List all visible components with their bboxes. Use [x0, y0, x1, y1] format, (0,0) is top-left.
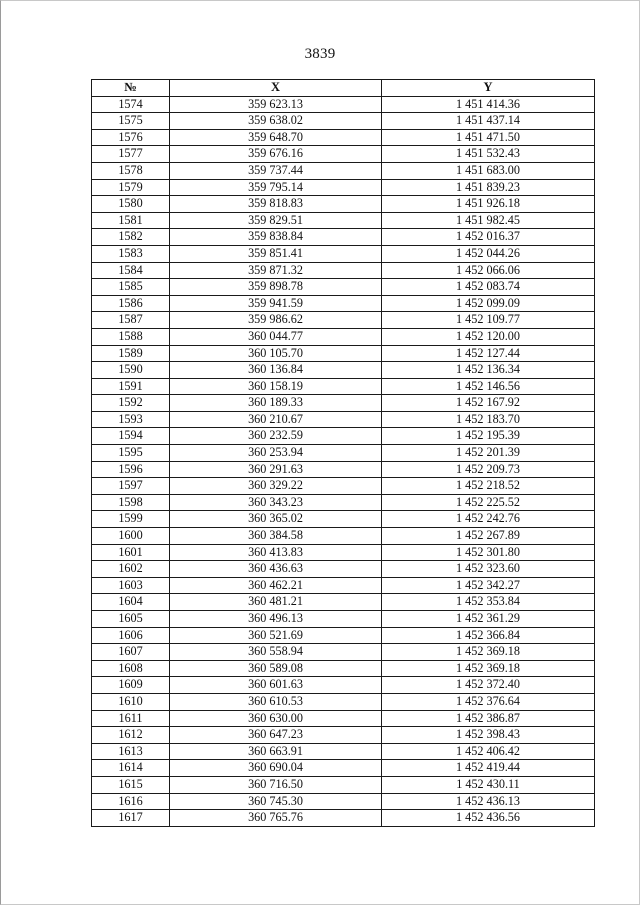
- table-row: [92, 743, 595, 760]
- cell-y: 1 452 369.18: [382, 644, 595, 661]
- table-row: [92, 179, 595, 196]
- cell-x: 359 898.78: [170, 279, 382, 296]
- cell-number: 1608: [92, 660, 170, 677]
- table-body: [92, 96, 595, 826]
- cell-number: 1595: [92, 445, 170, 462]
- cell-y: 1 452 369.18: [382, 660, 595, 677]
- table-row: [92, 511, 595, 528]
- table-row: [92, 544, 595, 561]
- cell-number: 1610: [92, 693, 170, 710]
- cell-x: 360 044.77: [170, 328, 382, 345]
- table-row: [92, 229, 595, 246]
- cell-y: 1 452 436.13: [382, 793, 595, 810]
- cell-x: 360 630.00: [170, 710, 382, 727]
- cell-x: 360 663.91: [170, 743, 382, 760]
- table-row: [92, 312, 595, 329]
- cell-y: 1 452 146.56: [382, 378, 595, 395]
- cell-y: 1 452 099.09: [382, 295, 595, 312]
- table-row: [92, 378, 595, 395]
- cell-x: 360 158.19: [170, 378, 382, 395]
- cell-y: 1 452 353.84: [382, 594, 595, 611]
- table-row: [92, 162, 595, 179]
- cell-x: 359 838.84: [170, 229, 382, 246]
- cell-number: 1606: [92, 627, 170, 644]
- cell-y: 1 452 430.11: [382, 776, 595, 793]
- cell-y: 1 452 225.52: [382, 494, 595, 511]
- cell-x: 360 496.13: [170, 611, 382, 628]
- cell-y: 1 452 209.73: [382, 461, 595, 478]
- table-row: [92, 644, 595, 661]
- cell-x: 360 647.23: [170, 727, 382, 744]
- cell-x: 360 105.70: [170, 345, 382, 362]
- cell-y: 1 452 406.42: [382, 743, 595, 760]
- cell-x: 359 623.13: [170, 96, 382, 113]
- cell-number: 1574: [92, 96, 170, 113]
- cell-number: 1585: [92, 279, 170, 296]
- cell-y: 1 452 167.92: [382, 395, 595, 412]
- cell-x: 360 436.63: [170, 561, 382, 578]
- cell-x: 360 462.21: [170, 577, 382, 594]
- cell-x: 359 648.70: [170, 129, 382, 146]
- table-row: [92, 461, 595, 478]
- cell-y: 1 452 376.64: [382, 693, 595, 710]
- cell-x: 359 986.62: [170, 312, 382, 329]
- table-row: [92, 295, 595, 312]
- coordinates-table: [91, 79, 595, 827]
- cell-number: 1611: [92, 710, 170, 727]
- cell-number: 1587: [92, 312, 170, 329]
- table-row: [92, 710, 595, 727]
- table-row: [92, 776, 595, 793]
- cell-number: 1597: [92, 478, 170, 495]
- table-row: [92, 445, 595, 462]
- cell-number: 1590: [92, 362, 170, 379]
- cell-number: 1616: [92, 793, 170, 810]
- cell-y: 1 452 323.60: [382, 561, 595, 578]
- table-row: [92, 212, 595, 229]
- cell-y: 1 452 436.56: [382, 810, 595, 827]
- cell-number: 1575: [92, 113, 170, 130]
- cell-number: 1581: [92, 212, 170, 229]
- cell-number: 1582: [92, 229, 170, 246]
- table-row: [92, 395, 595, 412]
- cell-x: 360 610.53: [170, 693, 382, 710]
- cell-number: 1591: [92, 378, 170, 395]
- table-row: [92, 113, 595, 130]
- cell-x: 360 589.08: [170, 660, 382, 677]
- table-row: [92, 627, 595, 644]
- cell-x: 359 829.51: [170, 212, 382, 229]
- cell-y: 1 452 398.43: [382, 727, 595, 744]
- table-row: [92, 345, 595, 362]
- cell-x: 360 329.22: [170, 478, 382, 495]
- cell-number: 1612: [92, 727, 170, 744]
- cell-y: 1 452 044.26: [382, 245, 595, 262]
- cell-number: 1596: [92, 461, 170, 478]
- cell-y: 1 452 267.89: [382, 528, 595, 545]
- cell-number: 1600: [92, 528, 170, 545]
- cell-number: 1601: [92, 544, 170, 561]
- header-row: [92, 80, 595, 97]
- cell-x: 359 818.83: [170, 196, 382, 213]
- cell-x: 360 384.58: [170, 528, 382, 545]
- table-row: [92, 677, 595, 694]
- table-row: [92, 328, 595, 345]
- cell-number: 1584: [92, 262, 170, 279]
- cell-y: 1 452 109.77: [382, 312, 595, 329]
- cell-x: 360 745.30: [170, 793, 382, 810]
- cell-x: 359 871.32: [170, 262, 382, 279]
- cell-y: 1 451 926.18: [382, 196, 595, 213]
- cell-x: 360 765.76: [170, 810, 382, 827]
- cell-y: 1 451 532.43: [382, 146, 595, 163]
- cell-y: 1 451 683.00: [382, 162, 595, 179]
- cell-y: 1 452 083.74: [382, 279, 595, 296]
- cell-number: 1603: [92, 577, 170, 594]
- cell-x: 360 413.83: [170, 544, 382, 561]
- table-row: [92, 727, 595, 744]
- cell-y: 1 451 471.50: [382, 129, 595, 146]
- cell-x: 360 210.67: [170, 411, 382, 428]
- table-row: [92, 245, 595, 262]
- cell-y: 1 452 366.84: [382, 627, 595, 644]
- table-row: [92, 362, 595, 379]
- cell-x: 360 253.94: [170, 445, 382, 462]
- cell-number: 1580: [92, 196, 170, 213]
- header-y: Y: [382, 80, 595, 97]
- cell-number: 1593: [92, 411, 170, 428]
- table-row: [92, 478, 595, 495]
- cell-x: 359 737.44: [170, 162, 382, 179]
- cell-x: 360 558.94: [170, 644, 382, 661]
- cell-y: 1 452 016.37: [382, 229, 595, 246]
- cell-number: 1577: [92, 146, 170, 163]
- cell-x: 360 291.63: [170, 461, 382, 478]
- cell-number: 1592: [92, 395, 170, 412]
- cell-number: 1599: [92, 511, 170, 528]
- cell-y: 1 451 414.36: [382, 96, 595, 113]
- page-number: 3839: [304, 46, 336, 62]
- cell-number: 1607: [92, 644, 170, 661]
- table-row: [92, 146, 595, 163]
- table-row: [92, 279, 595, 296]
- cell-y: 1 452 372.40: [382, 677, 595, 694]
- header-x: X: [170, 80, 382, 97]
- table-row: [92, 660, 595, 677]
- table-row: [92, 411, 595, 428]
- cell-y: 1 451 839.23: [382, 179, 595, 196]
- cell-x: 359 676.16: [170, 146, 382, 163]
- cell-number: 1598: [92, 494, 170, 511]
- table-row: [92, 760, 595, 777]
- cell-number: 1586: [92, 295, 170, 312]
- table-row: [92, 262, 595, 279]
- table-row: [92, 528, 595, 545]
- table-row: [92, 196, 595, 213]
- cell-y: 1 452 419.44: [382, 760, 595, 777]
- cell-x: 359 795.14: [170, 179, 382, 196]
- table-row: [92, 693, 595, 710]
- cell-number: 1588: [92, 328, 170, 345]
- cell-y: 1 451 437.14: [382, 113, 595, 130]
- cell-number: 1605: [92, 611, 170, 628]
- cell-y: 1 452 195.39: [382, 428, 595, 445]
- cell-y: 1 452 361.29: [382, 611, 595, 628]
- table-row: [92, 129, 595, 146]
- cell-y: 1 452 120.00: [382, 328, 595, 345]
- cell-x: 359 638.02: [170, 113, 382, 130]
- cell-x: 360 601.63: [170, 677, 382, 694]
- cell-x: 360 481.21: [170, 594, 382, 611]
- cell-y: 1 452 301.80: [382, 544, 595, 561]
- cell-x: 360 365.02: [170, 511, 382, 528]
- cell-number: 1578: [92, 162, 170, 179]
- table-header: [92, 80, 595, 97]
- cell-y: 1 452 201.39: [382, 445, 595, 462]
- cell-y: 1 452 066.06: [382, 262, 595, 279]
- table-row: [92, 793, 595, 810]
- cell-y: 1 452 342.27: [382, 577, 595, 594]
- cell-x: 360 716.50: [170, 776, 382, 793]
- cell-number: 1583: [92, 245, 170, 262]
- table-row: [92, 611, 595, 628]
- cell-x: 360 136.84: [170, 362, 382, 379]
- cell-number: 1609: [92, 677, 170, 694]
- cell-y: 1 451 982.45: [382, 212, 595, 229]
- cell-y: 1 452 386.87: [382, 710, 595, 727]
- cell-y: 1 452 127.44: [382, 345, 595, 362]
- cell-number: 1594: [92, 428, 170, 445]
- cell-y: 1 452 183.70: [382, 411, 595, 428]
- cell-number: 1602: [92, 561, 170, 578]
- table-row: [92, 810, 595, 827]
- cell-x: 360 232.59: [170, 428, 382, 445]
- table-row: [92, 494, 595, 511]
- cell-y: 1 452 218.52: [382, 478, 595, 495]
- cell-number: 1613: [92, 743, 170, 760]
- table-row: [92, 594, 595, 611]
- cell-y: 1 452 242.76: [382, 511, 595, 528]
- table-row: [92, 577, 595, 594]
- cell-number: 1614: [92, 760, 170, 777]
- cell-number: 1576: [92, 129, 170, 146]
- cell-x: 360 189.33: [170, 395, 382, 412]
- cell-x: 359 851.41: [170, 245, 382, 262]
- table-row: [92, 561, 595, 578]
- cell-x: 360 343.23: [170, 494, 382, 511]
- cell-y: 1 452 136.34: [382, 362, 595, 379]
- cell-number: 1579: [92, 179, 170, 196]
- table-row: [92, 428, 595, 445]
- cell-x: 360 521.69: [170, 627, 382, 644]
- cell-x: 360 690.04: [170, 760, 382, 777]
- cell-x: 359 941.59: [170, 295, 382, 312]
- cell-number: 1615: [92, 776, 170, 793]
- header-number: №: [92, 80, 170, 97]
- table-row: [92, 96, 595, 113]
- cell-number: 1617: [92, 810, 170, 827]
- cell-number: 1589: [92, 345, 170, 362]
- cell-number: 1604: [92, 594, 170, 611]
